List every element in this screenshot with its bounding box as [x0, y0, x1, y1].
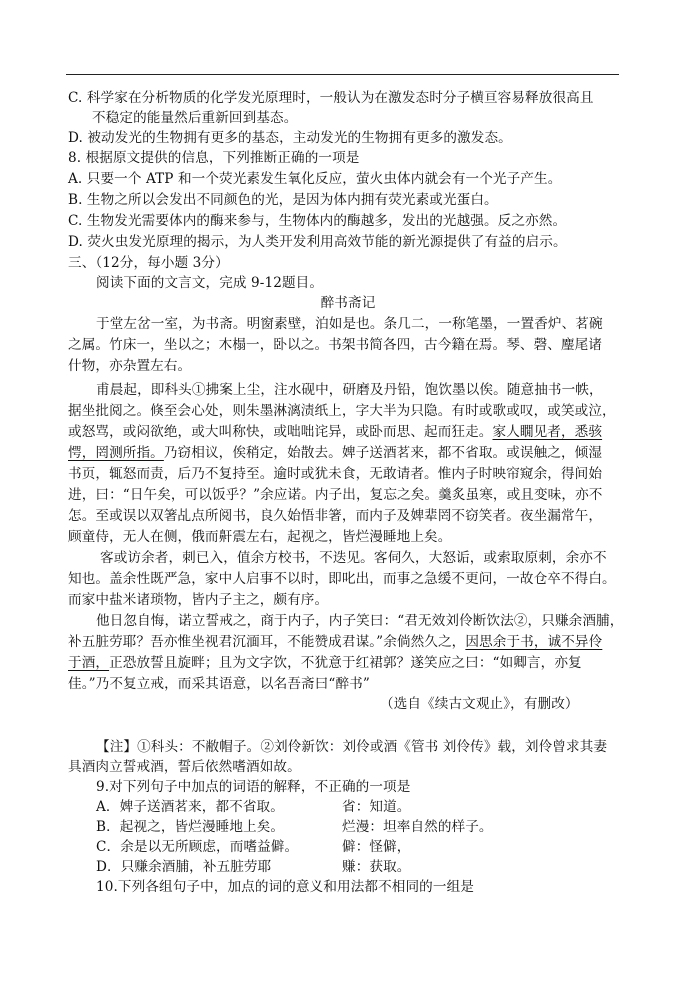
- question-9-option-a-gloss: 省：知道。: [342, 799, 411, 815]
- underlined-sentence: 家人瞯见者，悉骇: [492, 424, 603, 440]
- question-9-stem: 9.对下列句子中加点的词语的解释，不正确的一项是: [96, 779, 411, 795]
- passage-line: 他日忽自悔，诺立誓戒之，商于内子，内子笑曰：“君无效刘伶断饮法②，只赚余酒脯，: [96, 613, 624, 629]
- footnote: 具酒肉立誓戒酒，誓后依然嗜酒如故。: [68, 759, 301, 775]
- passage-line: 而家中盐米诸琐物，皆内子主之，颇有序。: [68, 592, 329, 608]
- option-a: A. 只要一个 ATP 和一个荧光素发生氧化反应，萤火虫体内就会有一个光子产生。: [68, 171, 562, 187]
- header-rule: [66, 74, 619, 75]
- passage-text: 或怒骂，或闷欲绝，或大叫称快，或咄咄诧异，或卧而思、起而狂走。: [68, 424, 493, 440]
- passage-line: 什物，亦杂置左右。: [68, 358, 192, 374]
- question-9-option-a: A．婢子送酒茗来，都不省取。: [96, 799, 284, 815]
- passage-source: （选自《续古文观止》，有删改）: [380, 696, 579, 712]
- question-9-option-d: D．只赚余酒脯，补五脏劳耶: [96, 859, 272, 875]
- text-line: C. 科学家在分析物质的化学发光原理时，一般认为在激发态时分子横亘容易释放很高且: [68, 90, 594, 106]
- passage-line: 客或访余者，刺已入，值余方校书，不迭见。客伺久，大怒诟，或索取原刺，余亦不: [100, 550, 607, 566]
- question-9-option-c: C．余是以无所顾虑，而嗜益僻。: [96, 839, 299, 855]
- underlined-sentence: 于酒，: [68, 655, 110, 671]
- section-instruction: 阅读下面的文言文，完成 9-12题目。: [96, 275, 324, 291]
- question-9-option-d-gloss: 赚：获取。: [342, 859, 411, 875]
- passage-line: 之属。竹床一，坐以之；木榻一，卧以之。书架书简各四，古今籍在焉。琴、磬、麈尾诸: [68, 337, 603, 353]
- passage-text: 正恐放誓且旋畔；且为文字饮，不犹意于红裙郭？遂笑应之曰：“如卿言，亦复: [109, 655, 582, 671]
- passage-line: 知也。盖余性既严急，家中人启事不以时，即叱出，而事之急缓不更问，一故仓卒不得白。: [68, 571, 616, 587]
- section-heading: 三、（12分，每小题 3分）: [68, 255, 229, 271]
- footnote: 【注】①科头：不敝帽子。②刘伶新饮：刘伶或酒《管书 刘伶传》载，刘伶曾求其妻: [96, 739, 608, 755]
- question-10-stem: 10.下列各组句子中，加点的词的意义和用法都不相同的一组是: [96, 879, 474, 895]
- passage-line: 怎。至或误以双箸乩点所阅书，良久始悟非箸，而内子及婢辈罔不窃笑者。夜坐漏常午，: [68, 508, 603, 524]
- option-d: D. 荧火虫发光原理的揭示，为人类开发利用高效节能的新光源提供了有益的启示。: [68, 234, 567, 250]
- passage-line: 顾童侍，无人在侧，俄而鼾震左右，起视之，皆烂漫睡地上矣。: [68, 529, 452, 545]
- option-c: C. 生物发光需要体内的酶来参与，生物体内的酶越多，发出的光越强。反之亦然。: [68, 213, 567, 229]
- passage-text: 乃窃相议，俟稍定，始散去。婢子送酒茗来，都不省取。或误触之，倾湿: [163, 445, 603, 461]
- passage-text: 补五脏劳耶？吾亦惟坐视君沉湎耳，不能赞成君谋。”余倘然久之，: [68, 634, 466, 650]
- passage-line: 佳。”乃不复立戒，而采其语意，以名吾斋曰“醉书”: [68, 676, 370, 692]
- passage-line: [68, 653, 582, 673]
- underlined-sentence: 因思余于书，诚不异伶: [465, 634, 603, 650]
- passage-line: 甫晨起，即科头①拂案上尘，注水砚中，研磨及丹铅，饱饮墨以俟。随意抽书一帙，: [96, 382, 603, 398]
- passage-title: 醉书斋记: [320, 295, 376, 311]
- passage-line: [68, 422, 602, 442]
- passage-line: [68, 443, 602, 463]
- question-9-option-b-gloss: 烂漫：坦率自然的样子。: [342, 819, 493, 835]
- text-line: 不稳定的能量然后重新回到基态。: [92, 110, 298, 126]
- passage-line: [68, 632, 602, 652]
- passage-line: 于堂左岔一室，为书斋。明窗素壁，泊如是也。条几二，一称笔墨，一置香炉、茗碗: [96, 316, 603, 332]
- passage-line: 进，曰：“日午矣，可以饭乎？”余应诺。内子出，复忘之矣。羹炙虽寒，或且变味，亦不: [68, 487, 603, 503]
- question-8-stem: 8. 根据原文提供的信息，下列推断正确的一项是: [68, 150, 360, 166]
- option-b: B. 生物之所以会发出不同颜色的光，是因为体内拥有荧光素或光蛋白。: [68, 192, 498, 208]
- text-line: D. 被动发光的生物拥有更多的基态，主动发光的生物拥有更多的激发态。: [68, 130, 512, 146]
- question-9-option-b: B．起视之，皆烂漫睡地上矣。: [96, 819, 285, 835]
- passage-line: 据坐批阅之。倏至会心处，则朱墨淋漓渍纸上，字大半为只隐。有时或歌或叹，或笑或泣，: [68, 403, 616, 419]
- underlined-sentence: 愕，罔测所指。: [68, 445, 164, 461]
- question-9-option-c-gloss: 僻：怪僻，: [342, 839, 411, 855]
- passage-line: 书页，辄怒而责，后乃不复持至。逾时或犹未食，无敢请者。惟内子时映帘窥余，得间始: [68, 466, 603, 482]
